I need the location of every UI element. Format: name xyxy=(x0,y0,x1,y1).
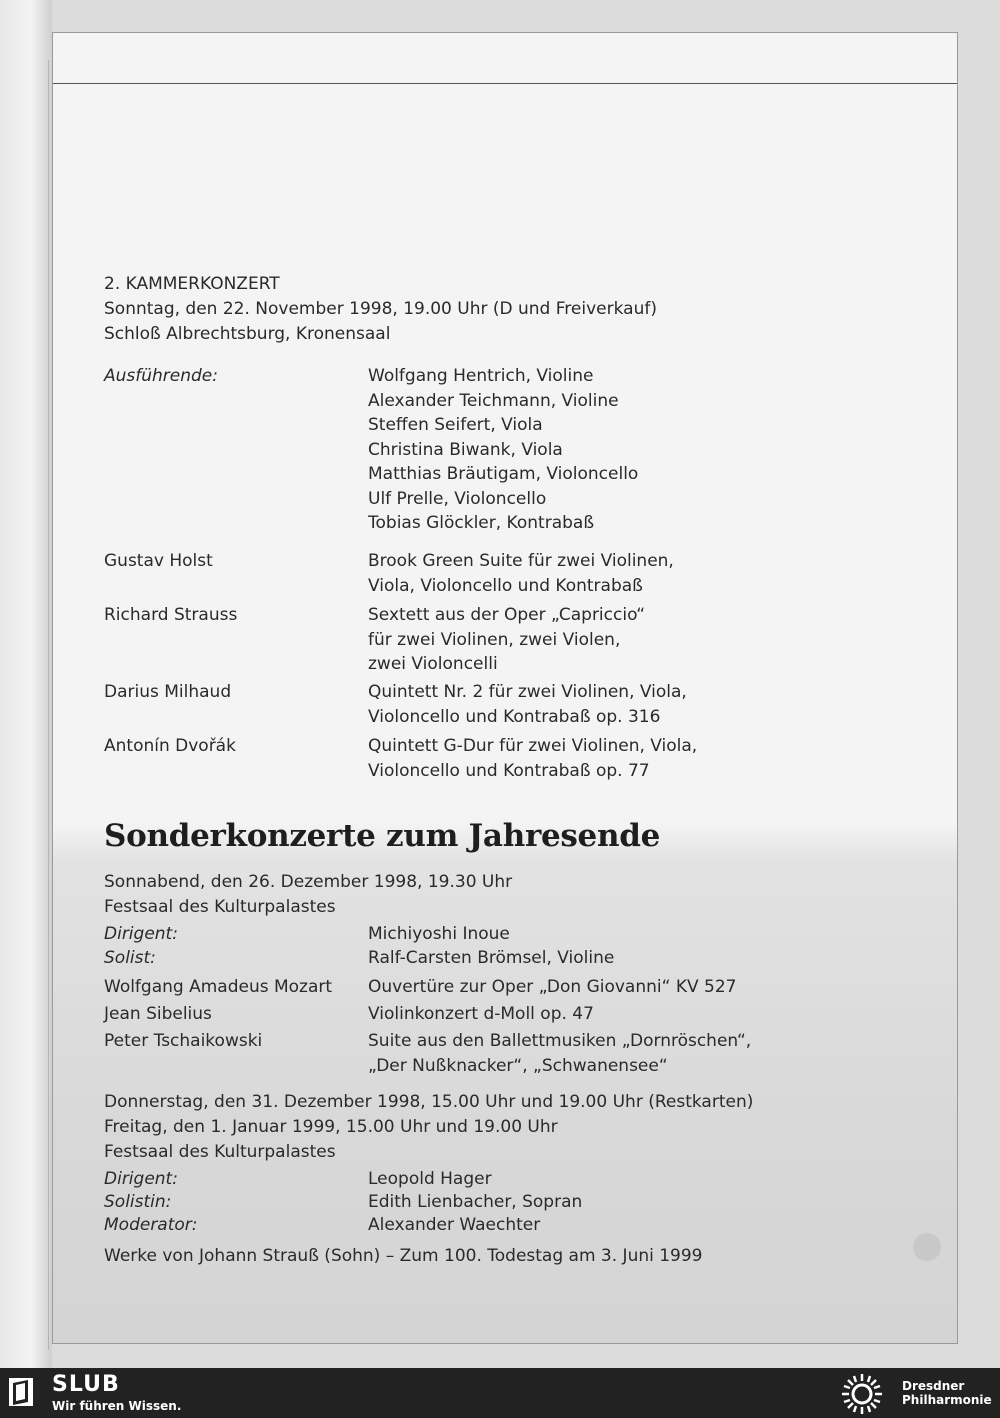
work xyxy=(368,734,697,783)
performer: Christina Biwank, Viola xyxy=(368,439,563,460)
show-through-artwork xyxy=(125,133,153,227)
work-line: Violoncello und Kontrabaß op. 77 xyxy=(368,760,650,781)
work-line: „Der Nußknacker“, „Schwanensee“ xyxy=(368,1055,668,1076)
work xyxy=(368,1029,751,1078)
concert-date: Donnerstag, den 31. Dezember 1998, 15.00 Uhr und 19.00 Uhr (Restkarten) xyxy=(104,1092,754,1112)
sunburst-icon xyxy=(840,1372,884,1416)
section-heading: Sonderkonzerte zum Jahresende xyxy=(104,818,661,854)
works-note: Werke von Johann Strauß (Sohn) – Zum 100. Todestag am 3. Juni 1999 xyxy=(104,1246,703,1266)
performer: Alexander Teichmann, Violine xyxy=(368,390,619,411)
work-line: Ouvertüre zur Oper „Don Giovanni“ KV 527 xyxy=(368,977,737,997)
kammerkonzert-header xyxy=(104,272,657,347)
concert-venue: Festsaal des Kulturpalastes xyxy=(104,1142,336,1162)
kammerkonzert-title: 2. KAMMERKONZERT xyxy=(104,274,280,294)
left-page-edge xyxy=(0,0,52,1368)
work-line: Violinkonzert d-Moll op. 47 xyxy=(368,1004,594,1024)
show-through-dot xyxy=(913,1233,941,1261)
work-line: Quintett Nr. 2 für zwei Violinen, Viola, xyxy=(368,682,687,702)
performers-label: Ausführende: xyxy=(104,366,218,386)
role-label: Dirigent: xyxy=(104,1169,178,1189)
book-icon xyxy=(8,1377,34,1407)
role-name: Michiyoshi Inoue xyxy=(368,924,510,944)
work-line: Sextett aus der Oper „Capriccio“ xyxy=(368,605,646,625)
concert1-header xyxy=(104,870,512,920)
role-name: Edith Lienbacher, Sopran xyxy=(368,1192,583,1212)
work xyxy=(368,549,674,598)
composer: Richard Strauss xyxy=(104,605,238,625)
performer: Steffen Seifert, Viola xyxy=(368,415,543,435)
performer: Tobias Glöckler, Kontrabaß xyxy=(368,513,595,533)
footer-bar xyxy=(0,1368,1000,1418)
role-label: Solistin: xyxy=(104,1192,172,1212)
header-rule xyxy=(53,83,957,84)
work xyxy=(368,603,645,677)
role-name: Alexander Waechter xyxy=(368,1215,541,1235)
kammerkonzert-date: Sonntag, den 22. November 1998, 19.00 Uhr (D und Freiverkauf) xyxy=(104,299,657,319)
work-line: Violoncello und Kontrabaß op. 316 xyxy=(368,706,661,727)
dp-line: Dresdner xyxy=(902,1379,965,1393)
composer: Gustav Holst xyxy=(104,551,213,571)
role-label: Solist: xyxy=(104,948,156,968)
role-name: Ralf-Carsten Brömsel, Violine xyxy=(368,948,615,968)
dresdner-philharmonie-logo-text xyxy=(902,1379,992,1407)
slub-logo-text: SLUB xyxy=(52,1372,120,1397)
composer: Wolfgang Amadeus Mozart xyxy=(104,977,333,997)
concert2-header xyxy=(104,1090,753,1165)
role-label: Dirigent: xyxy=(104,924,178,944)
concert-date: Freitag, den 1. Januar 1999, 15.00 Uhr und 19.00 Uhr xyxy=(104,1117,558,1137)
composer: Antonín Dvořák xyxy=(104,736,236,756)
performer: Ulf Prelle, Violoncello xyxy=(368,488,547,509)
work-line: für zwei Violinen, zwei Violen, xyxy=(368,629,621,650)
work-line: Brook Green Suite für zwei Violinen, xyxy=(368,551,674,571)
composer: Darius Milhaud xyxy=(104,682,232,702)
performer: Wolfgang Hentrich, Violine xyxy=(368,366,594,386)
role-label: Moderator: xyxy=(104,1215,198,1235)
slub-tagline: Wir führen Wissen. xyxy=(52,1399,182,1413)
composer: Jean Sibelius xyxy=(104,1004,212,1024)
performers-list xyxy=(368,364,638,536)
composer: Peter Tschaikowski xyxy=(104,1031,263,1051)
work-line: Viola, Violoncello und Kontrabaß xyxy=(368,575,643,596)
work xyxy=(368,680,687,729)
work-line: Suite aus den Ballettmusiken „Dornröschen“, xyxy=(368,1031,752,1051)
dp-line: Philharmonie xyxy=(902,1393,992,1407)
performer: Matthias Bräutigam, Violoncello xyxy=(368,464,639,484)
work-line: zwei Violoncelli xyxy=(368,654,498,674)
kammerkonzert-venue: Schloß Albrechtsburg, Kronensaal xyxy=(104,324,391,344)
role-name: Leopold Hager xyxy=(368,1169,492,1189)
work-line: Quintett G-Dur für zwei Violinen, Viola, xyxy=(368,736,698,756)
concert-venue: Festsaal des Kulturpalastes xyxy=(104,897,336,917)
concert-date: Sonnabend, den 26. Dezember 1998, 19.30 Uhr xyxy=(104,872,513,892)
